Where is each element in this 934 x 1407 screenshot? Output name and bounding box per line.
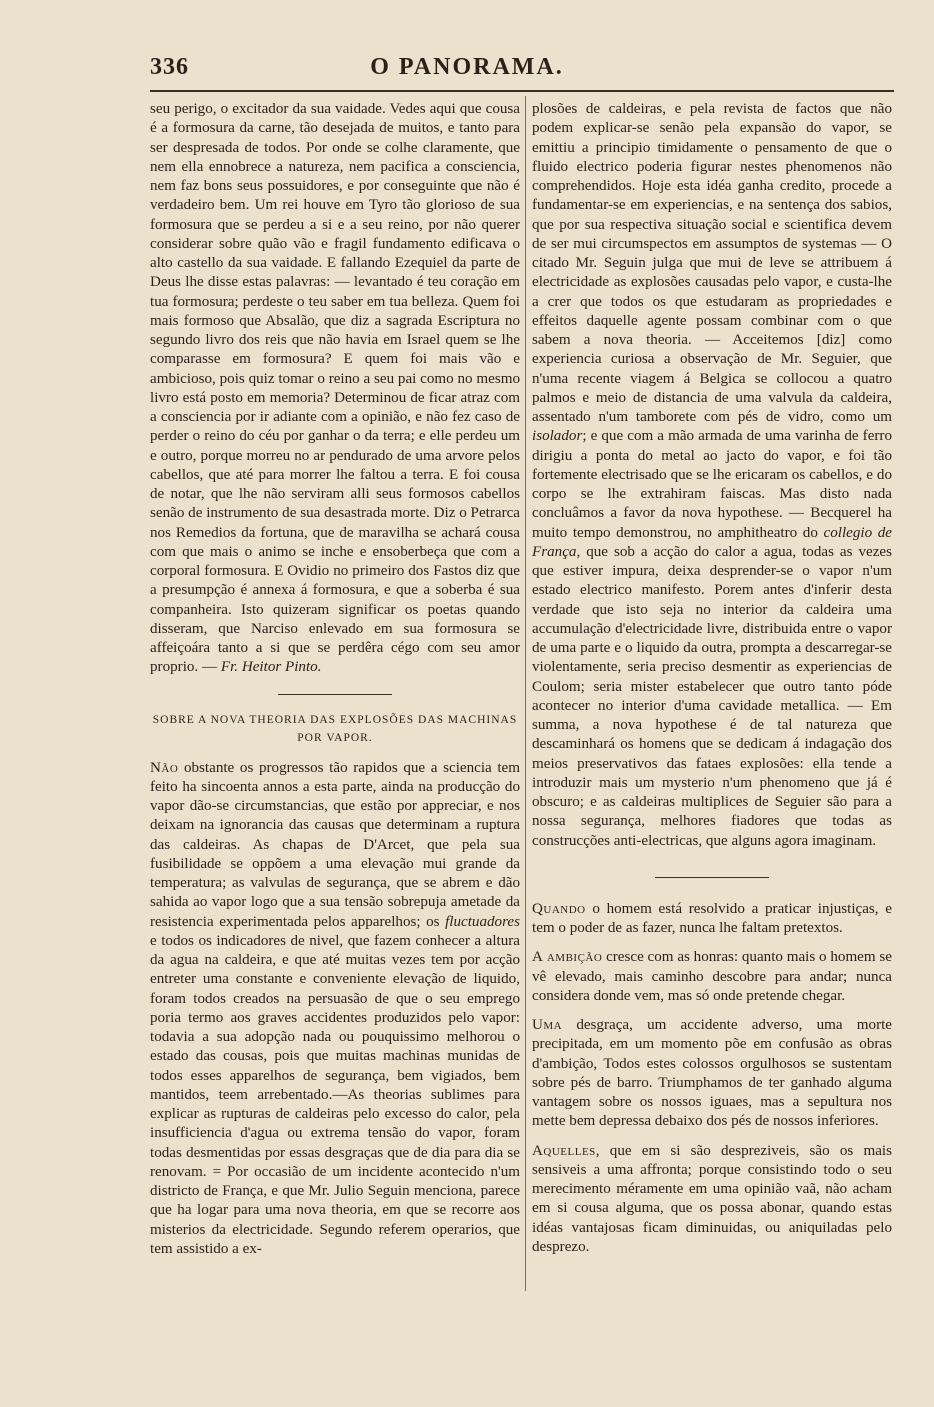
paragraph-text: obstante os progressos tão rapidos que a sciencia tem feito ha sincoenta annos a esta parte, ainda na producção do vapor dão-se circumstancias, que estão por appreciar, e nos deixam na ignorancia das causas que determinam a ruptura das caldeiras. As chapas de D'Arcet, que pela sua fusibilidade se oppõem a uma elevação mui grande da temperatura; as valvulas de segurança, que se abrem e dão sahida ao vapor logo que a sua tensão sobrepuja ametade da resistencia experimentada pelos apparelhos; os [150,759,520,930]
lead-word: Não [150,759,179,776]
italic-term: isolador [532,428,583,445]
lead-word: Quando [532,900,586,917]
paragraph-text: cresce com as honras: quanto mais o homem se vê elevado, mais caminho descobre para andar; nunca considera donde vem, mas só onde pretende chegar. [532,949,892,1004]
maxim-paragraph [532,900,892,939]
paragraph-text: seu perigo, o excitador da sua vaidade. Vedes aqui que cousa é a formosura da carne, tão desejada de muitos, e tanto para ser despresada de todos. Por onde se colhe claramente, que nem ella ennobrece a natureza, nem pacifica a consciencia, nem faz bons seus possuidores, e por conseguinte que não é verdadeiro bem. Um rei houve em Tyro tão glorioso de sua formosura que se perdeu a si e a seu reino, por não querer considerar sobre quão vão e fragil fundamento edificava o alto castello da sua vaidade. E fallando Ezequiel da parte de Deus lhe disse estas palavras: — levantado é teu coração em tua formosura; perdeste o teu saber em tua belleza. Quem foi mais formoso que Absalão, que diz a sagrada Escriptura no segundo livro dos reis que não havia em Israel quem se lhe comparasse em formosura? E quem foi mais vão e ambicioso, pois quiz tomar o reino a seu pai como no mesmo livro está posto em memoria? Determinou de ficar atraz com a consciencia por ir adiante com a opinião, e não fez caso de perder o reino do céu por ganhar o da terra; e elle perdeu um e outro, porque morreu no ar pendurado de uma arvore pelos cabellos, que até para morrer lhe faltou a terra. E foi cousa de notar, que lhe não serviram alli seus formosos cabellos senão de instrumento de sua desastrada morte. Diz o Petrarca nos Remedios da fortuna, que de maravilha se achará cousa com que mais o animo se inche e ensoberbeça que com a corporal formosura. E Ovidio no primeiro dos Fastos diz que a presumpção é annexa á formosura, e que a soberba é sua companheira. Isto quizeram significar os poetas quando disseram, que Narciso enlevado em sua formosura se affeiçoára tanto a si que se perdêra cégo com seu amor proprio. — [150,101,520,676]
paragraph-text: plosões de caldeiras, e pela revista de factos que não podem explicar-se senão pela expansão do vapor, se emittiu a principio timidamente o pensamento de que o fluido electrico poderia figurar nestes phenomenos não comprehendidos. Hoje esta idéa ganha credito, procede a fundamentar-se em experiencias, e na sentença dos sabios, que por sua respectiva situação social e scientifica devem de ser mui circumspectos em assumptos de systemas — O citado Mr. Seguin julga que mui de leve se attribuem á electricidade as explosões causadas pelo vapor, e custa-lhe a crer que todos os que estudaram as propriedades e effeitos daquelle agente possam combinar com o que sabem a nova theoria. — Acceitemos [diz] como experiencia curiosa a observação de Mr. Seguier, que n'uma recente viagem á Belgica se collocou a quatro palmos e meio de distancia de uma valvula da caldeira, assentado n'um tamborete com pés de vidro, como um [532,101,892,425]
paragraph-text: o homem está resolvido a praticar injustiças, e tem o poder de as fazer, nunca lhe faltam pretextos. [532,900,892,936]
right-column [532,100,892,1257]
lead-word: Aquelles [532,1142,596,1159]
maxim-paragraph [532,1016,892,1132]
lead-word: A ambição [532,949,603,966]
author-signature: Fr. Heitor Pinto. [220,659,322,676]
page-number: 336 [150,54,189,80]
article-paragraph [150,759,520,1260]
section-separator [278,694,392,695]
paragraph-text: desgraça, um accidente adverso, uma morte precipitada, em um momento põe em confusão as obras d'ambição, Todos estes colossos orgulhosos se sustentam sobre pés de barro. Triumphamos de ter ganhado alguma vantagem sobre os nossos iguaes, mas a sepultura nos mette bem depressa debaixo dos pés de nossos inferiores. [532,1017,892,1130]
journal-title: O PANORAMA. [370,54,564,80]
heading-line: SOBRE A NOVA THEORIA DAS EXPLOSÕES DAS MACHINAS [152,713,518,726]
article-paragraph [532,100,892,851]
page-header [0,48,934,88]
text-paragraph [150,100,520,678]
article-heading [150,711,520,747]
paragraph-text: ; e que com a mão armada de uma varinha de ferro dirigiu a ponta do metal ao jacto do vapor, e foi tão fortemente electrisado que se lhe ericaram os cabellos, e do corpo se lhe extrahiram faiscas. Mas disto nada concluâmos a favor da nova hypothese. — Becquerel ha muito tempo demonstrou, no amphitheatro do [532,428,892,541]
paragraph-text: , que sob a acção do calor a agua, todas as vezes que estiver impura, deixa desprender-se o vapor n'um estado electrico manifesto. Porem antes d'inferir desta verdade que isto seja no interior da caldeira uma accumulação d'electricidade livre, distribuida entre o vapor de uma parte e o liquido da outra, prompta a descarregar-se violentamente, seria preciso desmentir as experiencias de Coulom; seria mister estabelecer que outro tanto póde acontecer no interior d'uma cavidade metallica. — Em summa, a nova hypothese é de tal natureza que descaminhará os homens que se dedicam á indagação dos meios preservativos das fataes explosões: ella tende a introduzir mais um mysterio n'um phenomeno que já é obscuro; e as caldeiras multiplices de Seguier são para a nossa segurança, melhores fiadores que todas as construcções anti-electricas, que alguns agora imaginam. [532,543,892,849]
paragraph-text: , que em si são despreziveis, são os mais sensiveis a uma affronta; porque consistindo todo o seu merecimento méramente em uma opinião vaã, não acham em si cousa alguma, que os possa abonar, quando estas idéas vantajosas ficam diminuidas, ou aniquiladas pelo desprezo. [532,1142,892,1255]
italic-term: fluctuadores [445,913,520,930]
header-rule [150,90,894,92]
italic-term: collegio de França [532,524,892,560]
column-divider [525,96,526,1291]
lead-word: Uma [532,1017,563,1033]
left-column [150,100,520,1259]
paragraph-text: e todos os indicadores de nivel, que fazem conhecer a altura da agua na caldeira, e que até muitas vezes tem por acção entreter uma constante e conveniente elevação de liquido, foram todos creados na persuasão de que o seu emprego poria termo aos graves accidentes produzidos pelo vapor: todavia a sua adopção nada ou pouquissimo melhorou o estado das cousas, pois que muitas machinas munidas de todos esses apparelhos de segurança, bem vigiados, bem mantidos, teem arrebentado.—As theorias sublimes para explicar as rupturas de caldeiras pelo excesso do calor, pela insufficiencia d'agua ou extrema tensão do vapor, foram todas desmentidas por essas desgraças que de dia para dia se renovam. = Por occasião de um incidente acontecido n'um districto de França, e que Mr. Julio Seguin menciona, parece que ha logar para uma nova theoria, em que se recorre aos misterios da electricidade. Segundo referem operarios, que tem assistido a ex- [150,932,520,1257]
maxim-paragraph [532,948,892,1006]
maxim-paragraph [532,1142,892,1258]
heading-line: POR VAPOR. [297,731,373,744]
section-separator [655,877,769,878]
